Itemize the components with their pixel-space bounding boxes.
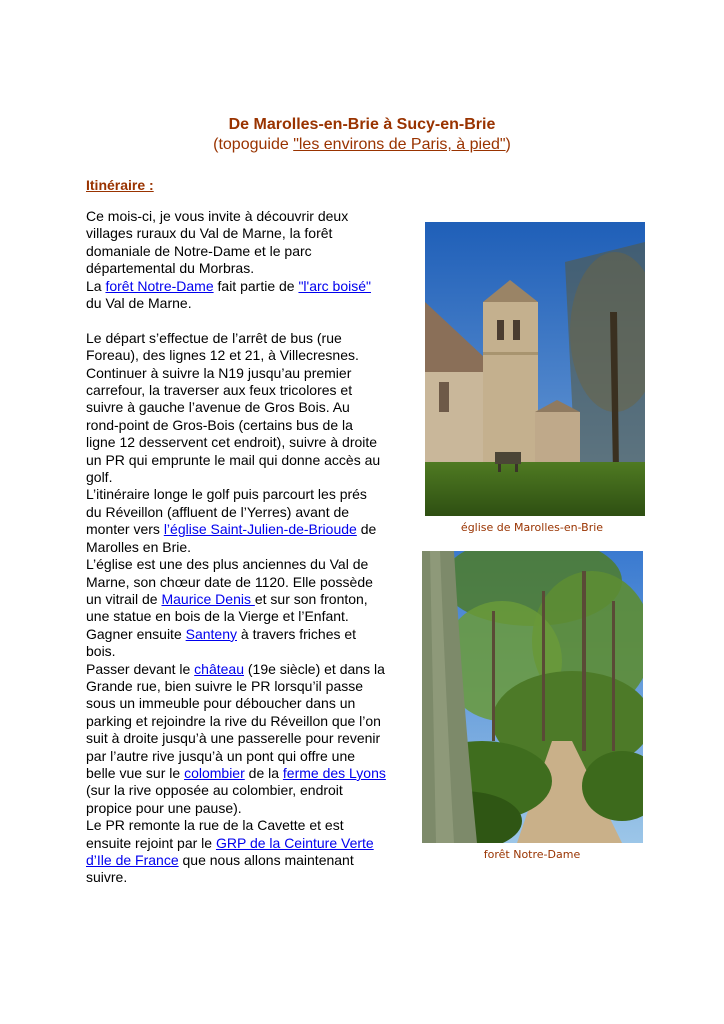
link-grp-ceinture-verte[interactable]: GRP de la Ceinture Verte d’Ile de France bbox=[86, 834, 374, 869]
text-run: (sur la rive opposée au colombier, endroit propice pour une pause). bbox=[86, 782, 343, 816]
link-colombier[interactable]: colombier bbox=[184, 764, 245, 781]
text-run: du Val de Marne. bbox=[86, 295, 192, 312]
text-run: (19e siècle) et dans la Grande rue, bien suivre le PR lorsqu’il passe sous un immeuble pour déboucher dans un parking et rejoindre la rive du Réveillon que l’on suit à droite jusqu’à une passerelle pour revenir par l’autre rive jusqu’à un pont qui offre une belle vue sur le bbox=[86, 660, 385, 781]
paragraph-chateau bbox=[86, 661, 386, 818]
church-photo-illustration bbox=[425, 222, 645, 516]
article-body bbox=[86, 208, 386, 887]
link-foret-notre-dame[interactable]: forêt Notre-Dame bbox=[105, 277, 214, 294]
paragraph-eglise bbox=[86, 556, 386, 626]
link-maurice-denis[interactable]: Maurice Denis bbox=[161, 590, 255, 607]
paragraph-arc-boise bbox=[86, 278, 386, 313]
page-subtitle bbox=[0, 135, 724, 155]
text-run: fait partie de bbox=[213, 277, 299, 294]
paragraph-grp bbox=[86, 817, 386, 887]
text-run: L’église est une des plus anciennes du Val de Marne, son chœur date de 1120. Elle possède un vitrail de bbox=[86, 556, 373, 607]
text-run: à travers friches et bois. bbox=[86, 625, 357, 660]
forest-photo-illustration bbox=[422, 551, 643, 843]
link-eglise-saint-julien[interactable]: l’église Saint-Julien-de-Brioude bbox=[163, 521, 357, 538]
subtitle-suffix: ) bbox=[505, 136, 511, 153]
text-run: Gagner ensuite bbox=[86, 625, 186, 642]
text-run: L’itinéraire longe le golf puis parcourt les prés du Réveillon (affluent de l’Yerres) avant de monter vers bbox=[86, 486, 367, 538]
paragraph-depart: Le départ s’effectue de l’arrêt de bus (rue Foreau), des lignes 12 et 21, à Villecresnes. Continuer à suivre la N19 jusqu’au premier carrefour, la traverser aux feux tricolores et suivre à gauche l’avenue de Gros Bois. Au rond-point de Gros-Bois (certains bus de la ligne 12 desservent cet endroit), suivre à droite un PR qui emprunte le mail qui donne accès au golf. bbox=[86, 329, 381, 486]
link-ferme-des-lyons[interactable]: ferme des Lyons bbox=[282, 764, 386, 781]
itinerary-heading: Itinéraire : bbox=[86, 177, 154, 193]
text-run: de la bbox=[244, 764, 283, 781]
text-run: de Marolles en Brie. bbox=[86, 521, 377, 555]
paragraph-santeny bbox=[86, 626, 386, 661]
link-arc-boise[interactable]: "l'arc boisé" bbox=[298, 277, 371, 294]
document-header bbox=[0, 115, 724, 155]
forest-photo-caption: forêt Notre-Dame bbox=[483, 848, 581, 861]
subtitle-prefix: (topoguide bbox=[213, 136, 294, 153]
page-title: De Marolles-en-Brie à Sucy-en-Brie bbox=[228, 116, 496, 133]
topoguide-link[interactable]: "les environs de Paris, à pied" bbox=[293, 136, 506, 153]
church-photo bbox=[425, 222, 645, 516]
text-run: La bbox=[86, 277, 106, 294]
paragraph-golf bbox=[86, 486, 386, 556]
text-run: et sur son fronton, une statue en bois de la Vierge et l’Enfant. bbox=[86, 590, 368, 625]
text-run: que nous allons maintenant suivre. bbox=[86, 852, 354, 886]
forest-photo bbox=[422, 551, 643, 843]
link-chateau[interactable]: château bbox=[194, 660, 244, 677]
paragraph-gap bbox=[86, 312, 386, 329]
text-run: Le PR remonte la rue de la Cavette et est ensuite rejoint par le bbox=[86, 817, 344, 851]
link-santeny[interactable]: Santeny bbox=[185, 625, 237, 642]
paragraph-intro: Ce mois-ci, je vous invite à découvrir deux villages ruraux du Val de Marne, la forêt domaniale de Notre-Dame et le parc départemental du Morbras. bbox=[86, 208, 349, 277]
church-photo-caption: église de Marolles-en-Brie bbox=[460, 521, 604, 534]
text-run: Passer devant le bbox=[86, 660, 195, 677]
